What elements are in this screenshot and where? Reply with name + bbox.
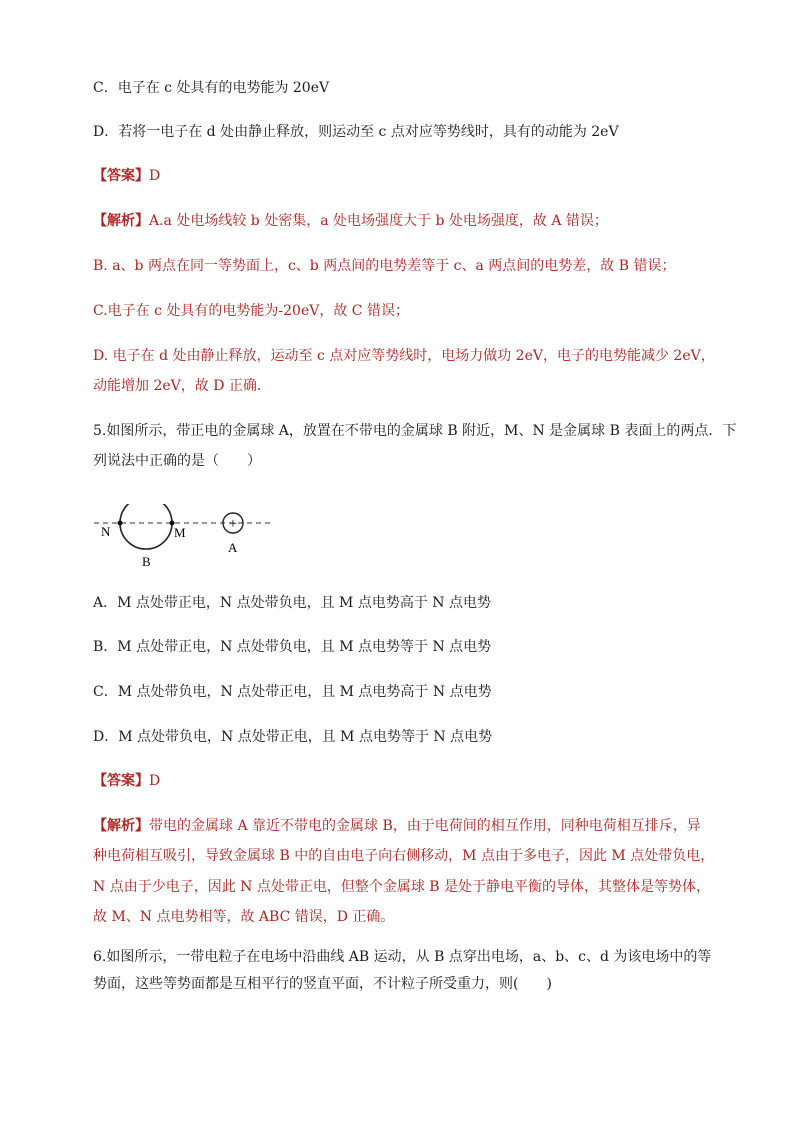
- option-d: D．若将一电子在 d 处由静止释放，则运动至 c 点对应等势线时，具有的动能为 2eV: [93, 124, 619, 140]
- answer-label: 【答案】: [93, 773, 149, 789]
- sphere-b: [120, 504, 172, 549]
- plus-sign: +: [228, 516, 238, 532]
- analysis-line: 动能增加 2eV，故 D 正确．: [93, 378, 271, 394]
- option-c: C．M 点处带负电，N 点处带正电，且 M 点电势高于 N 点电势: [93, 684, 492, 700]
- label-b: B: [142, 554, 151, 569]
- analysis-label: 【解析】: [93, 213, 149, 229]
- analysis-text: 带电的金属球 A 靠近不带电的金属球 B，由于电荷间的相互作用，同种电荷相互排斥，异: [149, 818, 701, 834]
- analysis-line: D. 电子在 d 处由静止释放，运动至 c 点对应等势线时，电场力做功 2eV，电子的电势能减少 2eV，: [93, 348, 715, 364]
- answer-line: [93, 166, 160, 186]
- answer-label: 【答案】: [93, 168, 149, 184]
- analysis-text: A.a 处电场线较 b 处密集，a 处电场强度大于 b 处电场强度，故 A 错误；: [149, 213, 608, 229]
- label-m: M: [174, 525, 186, 540]
- answer-value: D: [149, 168, 161, 184]
- analysis-line: C.电子在 c 处具有的电势能为-20eV，故 C 错误；: [93, 303, 409, 319]
- analysis-line: 种电荷相互吸引，导致金属球 B 中的自由电子向右侧移动，M 点由于多电子，因此 M 点处带负电，: [93, 848, 715, 864]
- answer-value: D: [149, 773, 161, 789]
- question-stem: 6.如图所示，一带电粒子在电场中沿曲线 AB 运动，从 B 点穿出电场，a、b、c、d 为该电场中的等: [93, 949, 712, 965]
- analysis-line: B. a、b 两点在同一等势面上，c、b 两点间的电势差等于 c、a 两点间的电势差，故 B 错误；: [93, 258, 676, 274]
- label-a: A: [228, 540, 238, 555]
- option-c: C．电子在 c 处具有的电势能为 20eV: [93, 80, 330, 96]
- analysis-line: N 点由于少电子，因此 N 点处带正电，但整个金属球 B 是处于静电平衡的导体，其整体是等势体，: [93, 879, 711, 895]
- analysis-line: [93, 211, 608, 231]
- option-d: D．M 点处带负电，N 点处带正电，且 M 点电势等于 N 点电势: [93, 729, 493, 745]
- analysis-line: 故 M、N 点电势相等，故 ABC 错误，D 正确。: [93, 909, 395, 925]
- question-stem: 势面，这些等势面都是互相平行的竖直平面，不计粒子所受重力，则( ): [93, 976, 552, 992]
- option-a: A．M 点处带正电，N 点处带负电，且 M 点电势高于 N 点电势: [93, 595, 491, 611]
- charged-spheres-figure: [88, 504, 278, 574]
- question-stem: 列说法中正确的是（ ）: [93, 453, 261, 469]
- point-n: [118, 521, 123, 526]
- analysis-label: 【解析】: [93, 818, 149, 834]
- analysis-line: [93, 816, 701, 836]
- question-stem: 5.如图所示，带正电的金属球 A，放置在不带电的金属球 B 附近，M、N 是金属球 B 表面上的两点．下: [93, 423, 737, 439]
- option-b: B．M 点处带正电，N 点处带负电，且 M 点电势等于 N 点电势: [93, 639, 492, 655]
- label-n: N: [101, 524, 111, 539]
- answer-line: [93, 771, 160, 791]
